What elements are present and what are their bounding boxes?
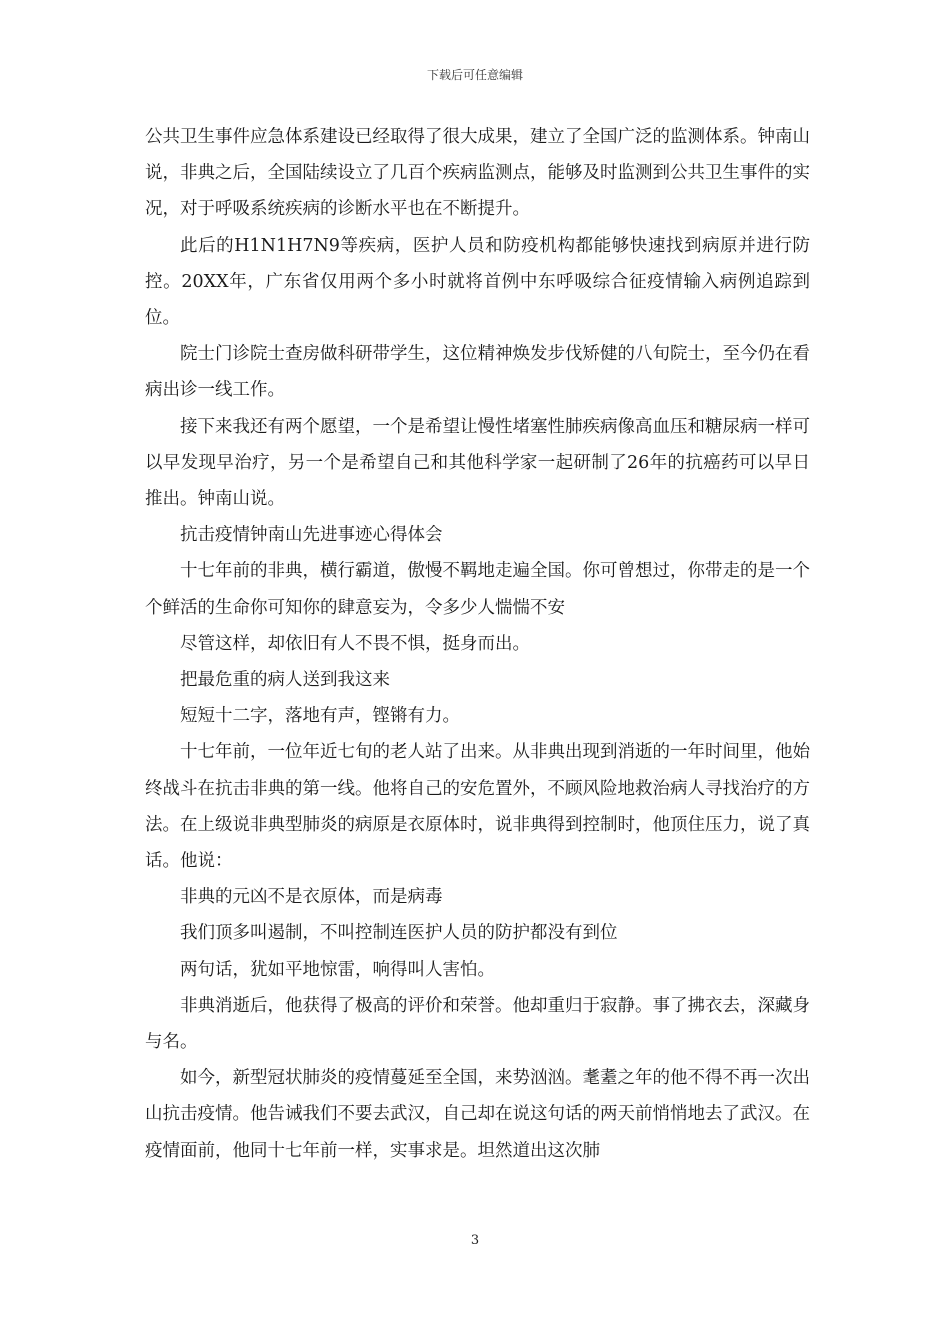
paragraph: 短短十二字，落地有声，铿锵有力。	[180, 706, 460, 727]
paragraph: 两句话，犹如平地惊雷，响得叫人害怕。	[180, 959, 495, 980]
paragraph: 把最危重的病人送到我这来	[180, 670, 390, 691]
paragraph: 接下来我还有两个愿望，一个是希望让慢性堵塞性肺疾病像高血压和糖尿病一样可以早发现早治疗，另一个是希望自己和其他科学家一起研制了26年的抗癌药可以早日推出。钟南山说。	[145, 416, 810, 510]
paragraph: 公共卫生事件应急体系建设已经取得了很大成果，建立了全国广泛的监测体系。钟南山说，非典之后，全国陆续设立了几百个疾病监测点，能够及时监测到公共卫生事件的实况，对于呼吸系统疾病的诊断水平也在不断提升。	[145, 127, 810, 220]
paragraph: 我们顶多叫遏制，不叫控制连医护人员的防护都没有到位	[180, 923, 618, 944]
section-heading: 抗击疫情钟南山先进事迹心得体会	[180, 525, 443, 546]
page-header: 下载后可任意编辑	[426, 68, 523, 82]
document-body	[145, 119, 810, 1169]
paragraph: 如今，新型冠状肺炎的疫情蔓延至全国，来势汹汹。耄耋之年的他不得不再一次出山抗击疫情。他告诫我们不要去武汉，自己却在说这句话的两天前悄悄地去了武汉。在疫情面前，他同十七年前一样，实事求是。坦然道出这次肺	[145, 1068, 810, 1161]
paragraph: 非典的元凶不是衣原体，而是病毒	[180, 887, 443, 908]
paragraph: 十七年前，一位年近七旬的老人站了出来。从非典出现到消逝的一年时间里，他始终战斗在抗击非典的第一线。他将自己的安危置外，不顾风险地救治病人寻找治疗的方法。在上级说非典型肺炎的病原是衣原体时，说非典得到控制时，他顶住压力，说了真话。他说：	[145, 742, 810, 872]
page-number: 3	[470, 1233, 480, 1248]
paragraph: 此后的H1N1H7N9等疾病，医护人员和防疫机构都能够快速找到病原并进行防控。20XX年，广东省仅用两个多小时就将首例中东呼吸综合征疫情输入病例追踪到位。	[145, 235, 810, 329]
paragraph: 非典消逝后，他获得了极高的评价和荣誉。他却重归于寂静。事了拂衣去，深藏身与名。	[145, 995, 810, 1053]
paragraph: 院士门诊院士查房做科研带学生，这位精神焕发步伐矫健的八旬院士，至今仍在看病出诊一线工作。	[145, 344, 810, 401]
paragraph: 十七年前的非典，横行霸道，傲慢不羁地走遍全国。你可曾想过，你带走的是一个个鲜活的生命你可知你的肆意妄为，令多少人惴惴不安	[145, 561, 810, 618]
paragraph: 尽管这样，却依旧有人不畏不惧，挺身而出。	[180, 633, 530, 654]
